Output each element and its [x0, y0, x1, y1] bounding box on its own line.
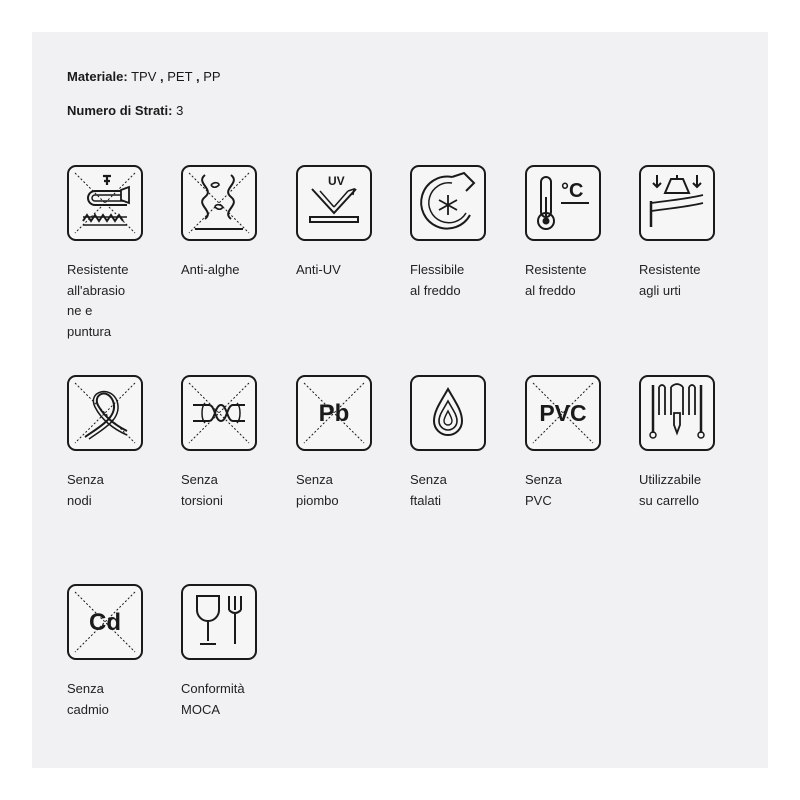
label-line: Senza	[410, 472, 447, 487]
feature-pvc-free	[525, 375, 605, 511]
feature-label	[296, 470, 374, 511]
material-separator: ,	[160, 69, 164, 84]
svg-text:°C: °C	[561, 180, 584, 202]
feature-label	[181, 260, 259, 281]
feature-label	[410, 470, 488, 511]
label-line: PVC	[525, 492, 552, 508]
feature-cold-flexible	[410, 165, 490, 301]
label-line: nodi	[67, 492, 92, 508]
feature-anti-algae	[181, 165, 261, 281]
feature-no-knots	[67, 375, 147, 511]
feature-no-twist	[181, 375, 261, 511]
cold-resistant-icon	[525, 165, 601, 241]
label-line: Senza	[525, 472, 562, 487]
pvc-symbol: PVC	[539, 400, 587, 426]
feature-hose-reel-cart	[639, 375, 719, 511]
material-value-3: PP	[203, 69, 221, 84]
no-knots-icon	[67, 375, 143, 451]
feature-anti-uv	[296, 165, 376, 281]
label-line: su carrello	[639, 492, 699, 508]
layers-spec	[67, 103, 183, 119]
feature-label	[67, 470, 145, 511]
feature-label	[639, 260, 717, 301]
feature-impact-resistant	[639, 165, 719, 301]
label-line: puntura	[67, 323, 112, 339]
material-value-2: PET	[167, 69, 193, 84]
label-line: ne e	[67, 303, 93, 318]
cold-flexible-icon	[410, 165, 486, 241]
label-line: agli urti	[639, 282, 681, 298]
abrasion-resistance-icon	[67, 165, 143, 241]
label-line: MOCA	[181, 701, 220, 717]
feature-label	[181, 470, 259, 511]
material-value-1: TPV	[131, 69, 157, 84]
phthalate-free-icon	[410, 375, 486, 451]
label-line: Senza	[181, 472, 218, 487]
label-line: Senza	[296, 472, 333, 487]
label-line: al freddo	[410, 282, 461, 298]
svg-text:UV: UV	[328, 174, 345, 188]
lead-symbol: Pb	[318, 400, 350, 427]
feature-abrasion-resistant	[67, 165, 147, 342]
feature-cold-resistant	[525, 165, 605, 301]
label-line: Anti-alghe	[181, 262, 240, 277]
feature-label	[525, 260, 603, 301]
feature-phthalate-free	[410, 375, 490, 511]
anti-uv-icon	[296, 165, 372, 241]
food-contact-icon	[181, 584, 257, 660]
feature-label	[639, 470, 717, 511]
cadmium-free-icon	[67, 584, 143, 660]
label-line: Resistente	[639, 262, 701, 277]
feature-food-contact	[181, 584, 261, 720]
feature-label	[296, 260, 374, 281]
label-line: torsioni	[181, 492, 223, 508]
impact-resistant-icon	[639, 165, 715, 241]
label-line: cadmio	[67, 701, 109, 717]
lead-free-icon	[296, 375, 372, 451]
feature-label	[67, 260, 145, 342]
label-line: Flessibile	[410, 262, 465, 277]
no-twist-icon	[181, 375, 257, 451]
label-line: Senza	[67, 472, 104, 487]
cadmium-symbol: Cd	[89, 609, 121, 636]
material-label: Materiale:	[67, 69, 128, 84]
label-line: al freddo	[525, 282, 576, 298]
label-line: Resistente	[67, 262, 129, 277]
material-spec	[67, 69, 221, 85]
feature-cadmium-free	[67, 584, 147, 720]
hose-reel-cart-icon	[639, 375, 715, 451]
label-line: Anti-UV	[296, 262, 341, 277]
product-features-panel	[32, 32, 768, 768]
pvc-free-icon	[525, 375, 601, 451]
material-separator: ,	[195, 69, 200, 84]
label-line: Senza	[67, 681, 104, 696]
feature-label	[525, 470, 603, 511]
feature-label	[410, 260, 488, 301]
label-line: piombo	[296, 492, 339, 508]
layers-value: 3	[176, 103, 184, 118]
feature-lead-free	[296, 375, 376, 511]
feature-label	[67, 679, 145, 720]
anti-algae-icon	[181, 165, 257, 241]
layers-label: Numero di Strati:	[67, 103, 173, 118]
feature-label	[181, 679, 259, 720]
label-line: all'abrasio	[67, 282, 126, 298]
label-line: ftalati	[410, 492, 442, 508]
label-line: Resistente	[525, 262, 587, 277]
label-line: Conformità	[181, 681, 245, 696]
label-line: Utilizzabile	[639, 472, 702, 487]
